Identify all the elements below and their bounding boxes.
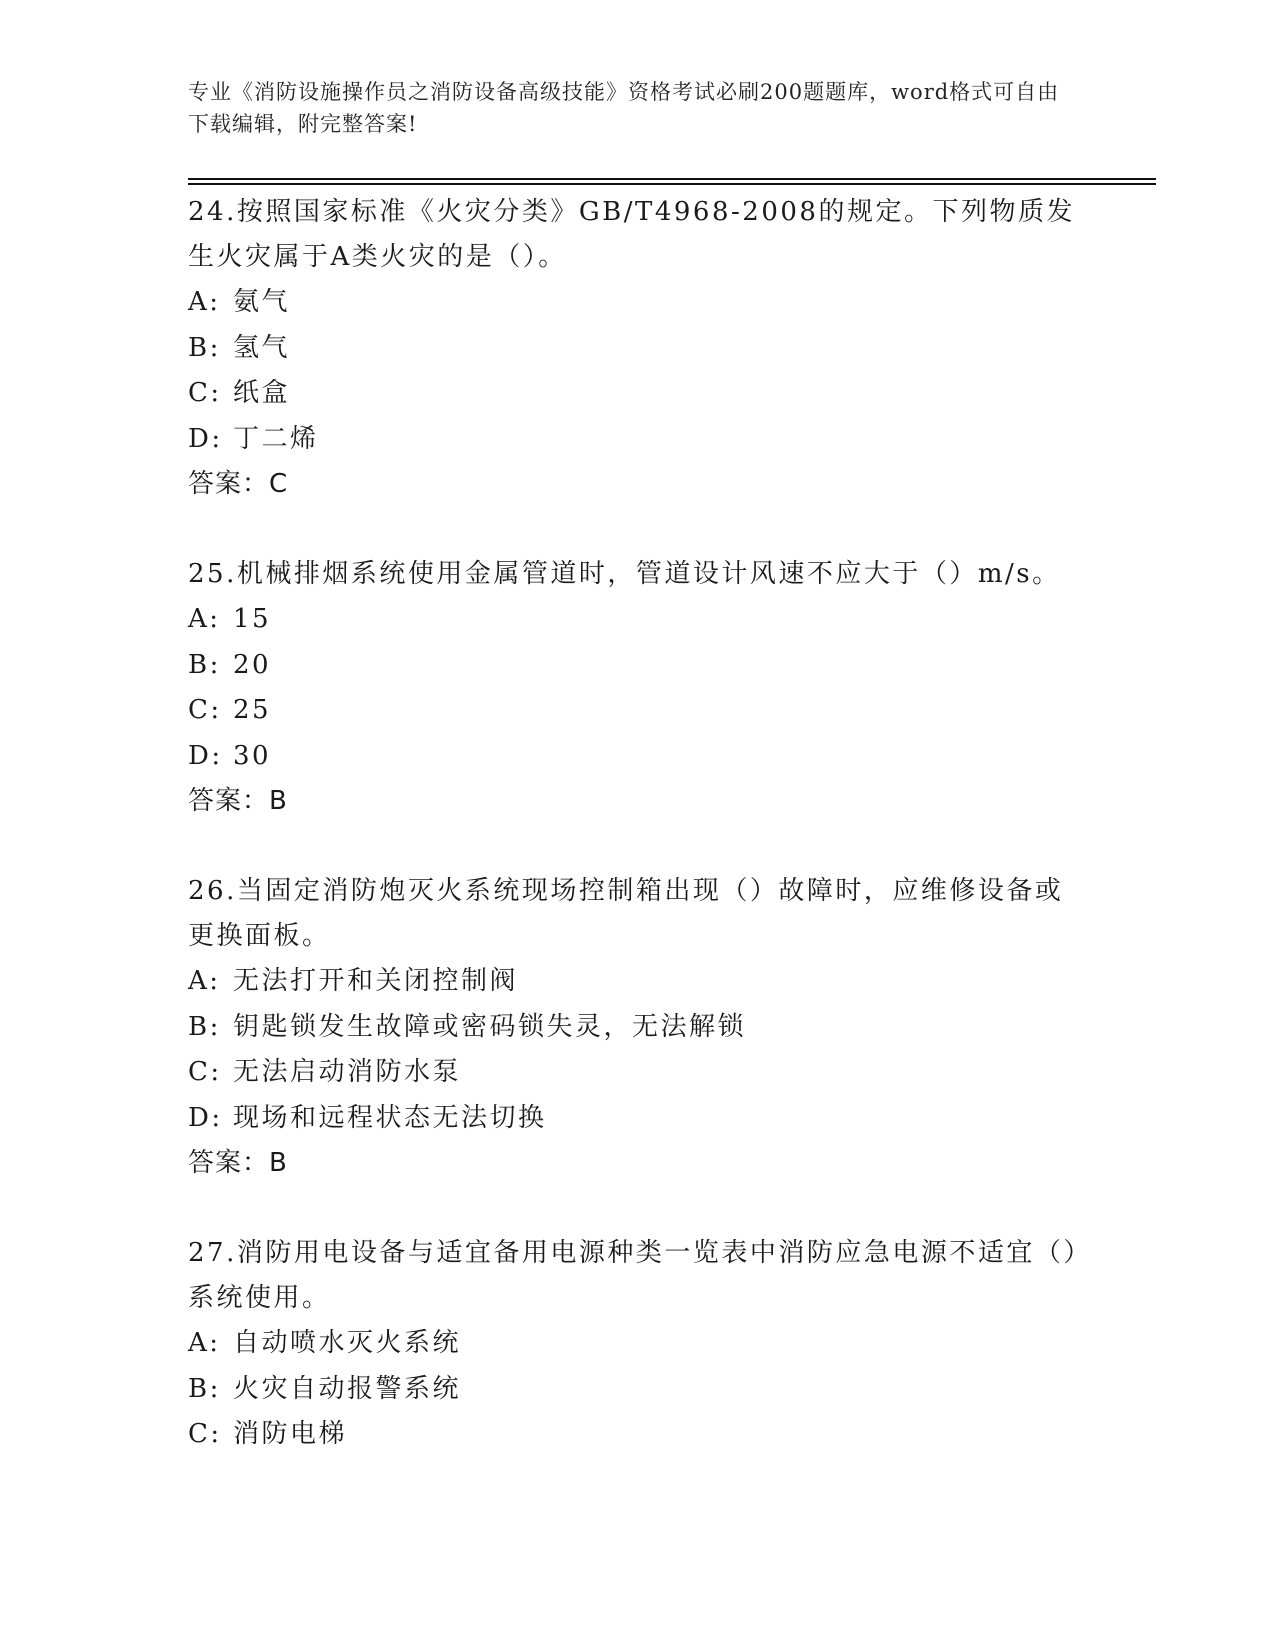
option-letter: C: (188, 1057, 222, 1087)
answer-line: 答案：B (188, 786, 288, 816)
option-letter: C: (188, 695, 222, 725)
option-letter: C: (188, 378, 222, 408)
option-letter: A: (188, 1328, 221, 1358)
option-letter: B: (188, 649, 221, 680)
question-stem: 25.机械排烟系统使用金属管道时，管道设计风速不应大于（）m/s。 (188, 559, 1061, 589)
option-c (188, 1050, 1088, 1096)
option-text: 氨气 (233, 287, 291, 317)
option-c (188, 688, 1088, 734)
answer-line: 答案：B (188, 1148, 288, 1178)
option-letter: B: (188, 1373, 221, 1404)
option-text: 钥匙锁发生故障或密码锁失灵，无法解锁 (233, 1011, 747, 1042)
option-letter: A: (188, 966, 221, 996)
option-text: 25 (233, 695, 272, 725)
option-text: 纸盒 (233, 378, 291, 408)
option-text: 现场和远程状态无法切换 (233, 1102, 547, 1133)
answer-line: 答案：C (188, 469, 289, 499)
option-a (188, 280, 1088, 326)
option-text: 15 (233, 604, 272, 634)
option-text: 自动喷水灭火系统 (233, 1328, 462, 1358)
header-rule-bottom (188, 183, 1156, 185)
option-text: 丁二烯 (233, 423, 319, 454)
question-list (188, 190, 1088, 1503)
option-letter: D: (188, 740, 223, 771)
option-text: 火灾自动报警系统 (233, 1373, 462, 1404)
question-26 (188, 869, 1088, 1186)
question-stem: 27.消防用电设备与适宜备用电源种类一览表中消防应急电源不适宜（）系统使用。 (188, 1238, 1079, 1313)
option-text: 消防电梯 (233, 1419, 348, 1449)
option-text: 20 (233, 649, 272, 680)
option-d (188, 734, 1088, 780)
option-b (188, 643, 1088, 689)
option-a (188, 959, 1088, 1005)
option-letter: B: (188, 332, 221, 363)
option-c (188, 1412, 1088, 1458)
document-header: 专业《消防设施操作员之消防设备高级技能》资格考试必刷200题题库，word格式可自由下载编辑，附完整答案! (188, 80, 1060, 136)
option-b (188, 326, 1088, 372)
question-stem: 24.按照国家标准《火灾分类》GB/T4968-2008的规定。下列物质发生火灾属于A类火灾的是（）。 (188, 197, 1075, 272)
option-d (188, 1096, 1088, 1142)
option-text: 30 (233, 740, 272, 771)
option-text: 无法打开和关闭控制阀 (233, 966, 519, 996)
question-25 (188, 552, 1088, 824)
question-stem: 26.当固定消防炮灭火系统现场控制箱出现（）故障时，应维修设备或更换面板。 (188, 876, 1064, 951)
option-d (188, 417, 1088, 463)
option-letter: D: (188, 1102, 223, 1133)
option-b (188, 1367, 1088, 1413)
option-letter: D: (188, 423, 223, 454)
option-text: 氢气 (233, 332, 291, 363)
option-c (188, 371, 1088, 417)
header-rule-top (188, 178, 1156, 180)
question-24 (188, 190, 1088, 507)
option-letter: C: (188, 1419, 222, 1449)
option-letter: B: (188, 1011, 221, 1042)
option-a (188, 597, 1088, 643)
option-b (188, 1005, 1088, 1051)
option-letter: A: (188, 604, 221, 634)
option-a (188, 1321, 1088, 1367)
option-text: 无法启动消防水泵 (233, 1057, 462, 1087)
option-letter: A: (188, 287, 221, 317)
question-27 (188, 1231, 1088, 1458)
